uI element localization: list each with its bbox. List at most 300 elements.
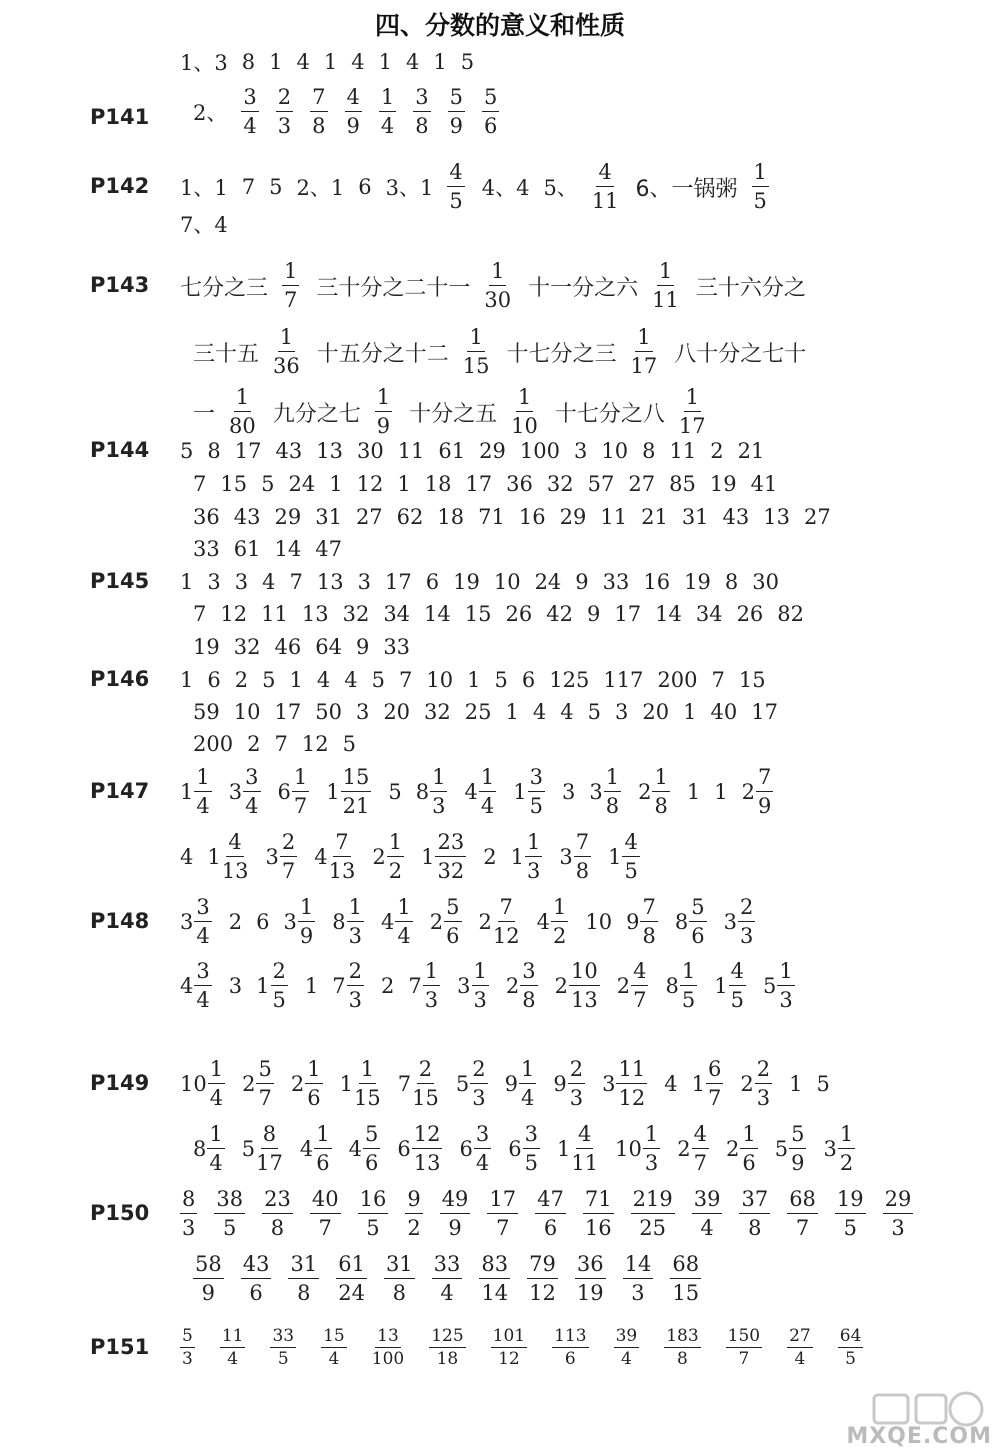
answer-value: 50 bbox=[315, 700, 342, 724]
whole-part: 2 bbox=[677, 1137, 691, 1161]
answer-value: 3 bbox=[615, 700, 629, 724]
fraction bbox=[372, 1328, 404, 1368]
numerator: 150 bbox=[727, 1326, 761, 1346]
answer-value: 5 bbox=[460, 50, 475, 74]
fraction bbox=[493, 897, 520, 947]
fraction-answer bbox=[626, 897, 658, 947]
answer-value: 36 bbox=[193, 505, 220, 529]
numerator: 17 bbox=[487, 1189, 518, 1214]
whole-part: 2 bbox=[372, 845, 386, 869]
fraction-answer bbox=[508, 1124, 540, 1174]
fraction-answer bbox=[262, 1189, 293, 1239]
fraction-answer bbox=[555, 961, 600, 1011]
numerator: 5 bbox=[444, 897, 461, 922]
whole-part: 3 bbox=[559, 845, 573, 869]
whole-part: 4 bbox=[381, 910, 395, 934]
answer-value: 25 bbox=[464, 700, 492, 724]
answer-value: 1 bbox=[289, 668, 303, 692]
answer-value: 29 bbox=[479, 439, 506, 463]
answer-value: 8 bbox=[724, 570, 739, 594]
answer-value: 2 bbox=[381, 974, 395, 998]
fraction-answer bbox=[535, 1189, 566, 1239]
answer-line bbox=[193, 602, 818, 626]
denominator: 8 bbox=[270, 1216, 285, 1240]
numerator: 68 bbox=[670, 1254, 701, 1279]
answer-value: 九分之七 bbox=[272, 401, 361, 427]
answer-value: 1 bbox=[378, 50, 392, 74]
denominator: 3 bbox=[348, 924, 362, 948]
fraction-answer bbox=[670, 1254, 701, 1304]
section-label: P151 bbox=[90, 1335, 150, 1359]
numerator: 33 bbox=[272, 1326, 295, 1346]
answer-value: 30 bbox=[356, 439, 384, 463]
answer-value: 61 bbox=[438, 439, 466, 463]
numerator: 1 bbox=[467, 327, 484, 352]
denominator: 3 bbox=[631, 1281, 645, 1305]
answer-value: 33 bbox=[193, 537, 220, 561]
answer-value: 11 bbox=[261, 602, 288, 626]
answer-value: 17 bbox=[234, 439, 262, 463]
denominator: 17 bbox=[630, 354, 658, 378]
denominator: 8 bbox=[415, 114, 429, 138]
answer-value: 7 bbox=[399, 668, 413, 692]
numerator: 47 bbox=[535, 1189, 566, 1214]
denominator: 5 bbox=[277, 1349, 289, 1369]
denominator: 9 bbox=[346, 114, 360, 138]
fraction-answer bbox=[623, 1254, 654, 1304]
answer-value: 13 bbox=[763, 505, 791, 529]
fraction-answer bbox=[349, 1124, 381, 1174]
fraction-answer bbox=[677, 1124, 709, 1174]
numerator: 1 bbox=[604, 767, 621, 792]
answer-value: 5、 bbox=[543, 176, 578, 200]
whole-part: 3 bbox=[180, 910, 194, 934]
numerator: 29 bbox=[883, 1189, 914, 1214]
fraction bbox=[387, 832, 404, 882]
numerator: 1 bbox=[838, 1124, 855, 1149]
denominator: 11 bbox=[591, 189, 619, 213]
answer-value: 17 bbox=[384, 570, 412, 594]
denominator: 5 bbox=[730, 988, 744, 1012]
answer-value: 3 bbox=[355, 700, 370, 724]
fraction-answer bbox=[513, 767, 545, 817]
whole-part: 9 bbox=[553, 1072, 567, 1096]
whole-part: 2 bbox=[725, 1137, 740, 1161]
numerator: 71 bbox=[583, 1189, 614, 1214]
answer-value: 1 bbox=[686, 780, 701, 804]
answer-value: 19 bbox=[453, 570, 480, 594]
fraction-answer bbox=[447, 162, 464, 212]
fraction bbox=[194, 767, 211, 817]
denominator: 4 bbox=[380, 114, 395, 138]
answer-value: 29 bbox=[274, 505, 302, 529]
fraction-answer bbox=[511, 832, 543, 882]
numerator: 36 bbox=[575, 1254, 606, 1279]
fraction-answer bbox=[527, 1254, 558, 1304]
numerator: 1 bbox=[472, 961, 489, 986]
fraction-answer bbox=[432, 1254, 463, 1304]
numerator: 1 bbox=[278, 327, 295, 352]
fraction-answer bbox=[358, 1189, 389, 1239]
fraction bbox=[525, 832, 542, 882]
whole-part: 1 bbox=[513, 780, 527, 804]
whole-part: 6 bbox=[277, 780, 291, 804]
fraction bbox=[484, 261, 511, 311]
fraction bbox=[726, 1328, 762, 1368]
fraction bbox=[679, 387, 706, 437]
answer-value: 7 bbox=[241, 175, 256, 199]
numerator: 43 bbox=[241, 1254, 272, 1279]
numerator: 2 bbox=[280, 832, 297, 857]
fraction bbox=[314, 1124, 331, 1174]
denominator: 6 bbox=[564, 1349, 576, 1369]
answer-line bbox=[193, 87, 516, 137]
fraction bbox=[680, 961, 697, 1011]
numerator: 37 bbox=[739, 1189, 770, 1214]
denominator: 7 bbox=[496, 1216, 510, 1240]
fraction-answer bbox=[631, 1189, 675, 1239]
fraction-answer bbox=[553, 1059, 585, 1109]
answer-value: 4 bbox=[344, 668, 358, 692]
fraction bbox=[444, 897, 461, 947]
answer-value: 4、4 bbox=[481, 176, 530, 200]
fraction-answer bbox=[291, 1059, 323, 1109]
fraction bbox=[689, 897, 706, 947]
numerator: 1 bbox=[375, 387, 392, 412]
answer-value: 15 bbox=[738, 668, 766, 692]
fraction bbox=[276, 87, 293, 137]
whole-part: 2 bbox=[616, 974, 631, 998]
whole-part: 9 bbox=[504, 1072, 518, 1096]
fraction bbox=[180, 1189, 197, 1239]
denominator: 3 bbox=[891, 1216, 905, 1240]
numerator: 3 bbox=[243, 767, 260, 792]
answer-value: 61 bbox=[233, 537, 261, 561]
numerator: 1 bbox=[777, 961, 794, 986]
answer-value: 12 bbox=[301, 732, 329, 756]
answer-value: 59 bbox=[193, 700, 220, 724]
fraction-answer bbox=[714, 961, 746, 1011]
fraction bbox=[511, 387, 538, 437]
answer-value: 7 bbox=[711, 668, 725, 692]
denominator: 3 bbox=[739, 924, 754, 948]
fraction bbox=[552, 1328, 588, 1368]
answer-value: 三十六分之 bbox=[695, 275, 806, 301]
answer-value: 34 bbox=[383, 602, 411, 626]
answer-value: 21 bbox=[737, 439, 765, 463]
fraction bbox=[379, 87, 396, 137]
numerator: 7 bbox=[640, 897, 657, 922]
numerator: 1 bbox=[680, 961, 697, 986]
denominator: 7 bbox=[707, 1086, 722, 1110]
denominator: 13 bbox=[328, 859, 356, 883]
whole-part: 1 bbox=[714, 974, 728, 998]
whole-part: 3 bbox=[823, 1137, 837, 1161]
numerator: 1 bbox=[430, 767, 447, 792]
numerator: 1 bbox=[298, 897, 315, 922]
denominator: 8 bbox=[522, 988, 536, 1012]
answer-value: 5 bbox=[180, 439, 194, 463]
fraction-answer bbox=[638, 767, 670, 817]
denominator: 36 bbox=[273, 354, 300, 378]
answer-value: 64 bbox=[315, 635, 342, 659]
numerator: 23 bbox=[435, 832, 466, 857]
fraction-answer bbox=[457, 961, 489, 1011]
fraction bbox=[479, 1254, 510, 1304]
fraction bbox=[787, 1189, 818, 1239]
answer-value: 10 bbox=[585, 910, 613, 934]
numerator: 1 bbox=[489, 261, 506, 286]
section-label: P145 bbox=[90, 569, 150, 593]
answer-line bbox=[180, 162, 786, 212]
numerator: 3 bbox=[523, 1124, 540, 1149]
answer-value: 十七分之三 bbox=[506, 341, 617, 367]
answer-value: 1 bbox=[180, 570, 194, 594]
whole-part: 2 bbox=[290, 1072, 305, 1096]
fraction bbox=[222, 832, 249, 882]
answer-value: 7 bbox=[289, 570, 303, 594]
answer-value: 5 bbox=[269, 175, 283, 199]
fraction-answer bbox=[615, 1124, 660, 1174]
fraction-answer bbox=[220, 1328, 246, 1368]
numerator: 5 bbox=[689, 897, 706, 922]
answer-value: 1、3 bbox=[180, 51, 228, 75]
fraction bbox=[220, 1328, 246, 1368]
numerator: 3 bbox=[520, 961, 537, 986]
fraction bbox=[883, 1189, 914, 1239]
fraction-answer bbox=[398, 1059, 439, 1109]
numerator: 101 bbox=[492, 1326, 526, 1346]
answer-value: 1 bbox=[269, 50, 283, 74]
denominator: 5 bbox=[223, 1216, 237, 1240]
answer-value: 3 bbox=[561, 780, 576, 804]
answer-value: 4 bbox=[560, 700, 574, 724]
denominator: 13 bbox=[221, 859, 249, 883]
fraction bbox=[583, 1189, 614, 1239]
fraction bbox=[432, 1254, 463, 1304]
numerator: 3 bbox=[528, 767, 545, 792]
whole-part: 3 bbox=[602, 1072, 616, 1096]
numerator: 15 bbox=[341, 767, 372, 792]
numerator: 1 bbox=[314, 1124, 331, 1149]
denominator: 6 bbox=[691, 924, 705, 948]
watermark-text: MXQE.COM bbox=[846, 1424, 992, 1449]
fraction-answer bbox=[300, 1124, 332, 1174]
denominator: 8 bbox=[312, 114, 326, 138]
denominator: 6 bbox=[307, 1086, 321, 1110]
fraction-answer bbox=[180, 1328, 195, 1368]
answer-value: 一 bbox=[193, 401, 216, 427]
fraction bbox=[229, 387, 256, 437]
fraction-answer bbox=[652, 261, 679, 311]
numerator: 4 bbox=[692, 1124, 709, 1149]
answer-value: 3 bbox=[207, 570, 221, 594]
numerator: 1 bbox=[292, 767, 309, 792]
numerator: 2 bbox=[417, 1059, 434, 1084]
answer-value: 10 bbox=[493, 570, 521, 594]
answer-value: 17 bbox=[751, 700, 778, 724]
denominator: 4 bbox=[475, 1151, 490, 1175]
numerator: 4 bbox=[596, 162, 613, 187]
answer-value: 17 bbox=[614, 602, 642, 626]
denominator: 7 bbox=[693, 1151, 707, 1175]
numerator: 8 bbox=[261, 1124, 278, 1149]
whole-part: 5 bbox=[774, 1137, 789, 1161]
fraction-answer bbox=[602, 1059, 647, 1109]
section-label: P146 bbox=[90, 667, 150, 691]
numerator: 2 bbox=[738, 897, 755, 922]
answer-value: 7、4 bbox=[180, 213, 228, 237]
denominator: 7 bbox=[633, 988, 647, 1012]
answer-value: 6 bbox=[521, 668, 536, 692]
fraction-answer bbox=[740, 1059, 772, 1109]
denominator: 21 bbox=[342, 794, 370, 818]
fraction bbox=[482, 87, 499, 137]
fraction-answer bbox=[214, 1189, 245, 1239]
numerator: 1 bbox=[516, 387, 533, 412]
answer-value: 9 bbox=[355, 635, 370, 659]
fraction-answer bbox=[575, 1254, 606, 1304]
fraction bbox=[347, 961, 364, 1011]
answer-value: 117 bbox=[603, 668, 644, 692]
answer-value: 36 bbox=[506, 472, 533, 496]
numerator: 15 bbox=[323, 1326, 345, 1346]
fraction bbox=[241, 87, 258, 137]
numerator: 1 bbox=[740, 1124, 757, 1149]
denominator: 3 bbox=[569, 1086, 584, 1110]
denominator: 16 bbox=[584, 1216, 612, 1240]
answer-value: 14 bbox=[424, 602, 451, 626]
fraction bbox=[670, 1254, 701, 1304]
answer-line bbox=[193, 700, 792, 724]
section-label: P144 bbox=[90, 438, 150, 462]
fraction-answer bbox=[537, 897, 569, 947]
whole-part: 1 bbox=[326, 780, 340, 804]
numerator: 2 bbox=[568, 1059, 585, 1084]
fraction-answer bbox=[692, 1189, 723, 1239]
fraction bbox=[729, 961, 746, 1011]
fraction-answer bbox=[321, 1328, 347, 1368]
fraction-answer bbox=[336, 1254, 367, 1304]
answer-value: 82 bbox=[777, 602, 805, 626]
denominator: 2 bbox=[407, 1216, 421, 1240]
fraction-answer bbox=[511, 387, 538, 437]
fraction bbox=[208, 1059, 225, 1109]
answer-value: 6、一锅粥 bbox=[635, 176, 738, 202]
denominator: 6 bbox=[364, 1151, 379, 1175]
answer-value: 27 bbox=[355, 505, 383, 529]
answer-value: 20 bbox=[642, 700, 670, 724]
denominator: 6 bbox=[446, 924, 460, 948]
whole-part: 1 bbox=[256, 974, 270, 998]
answer-value: 2 bbox=[234, 668, 249, 692]
fraction-answer bbox=[787, 1189, 818, 1239]
denominator: 7 bbox=[258, 1086, 272, 1110]
answer-value: 6 bbox=[207, 668, 221, 692]
answer-value: 5 bbox=[342, 732, 356, 756]
whole-part: 8 bbox=[193, 1137, 207, 1161]
denominator: 9 bbox=[201, 1281, 216, 1305]
numerator: 2 bbox=[755, 1059, 772, 1084]
fraction bbox=[631, 327, 658, 377]
whole-part: 2 bbox=[242, 1072, 256, 1096]
whole-part: 1 bbox=[339, 1072, 353, 1096]
section-label: P143 bbox=[90, 273, 150, 297]
section-label: P150 bbox=[90, 1201, 150, 1225]
fraction-answer bbox=[180, 767, 212, 817]
fraction bbox=[535, 1189, 566, 1239]
fraction-answer bbox=[614, 1328, 640, 1368]
denominator: 32 bbox=[437, 859, 465, 883]
answer-value: 19 bbox=[193, 635, 220, 659]
fraction bbox=[519, 1059, 536, 1109]
answer-value: 3 bbox=[228, 974, 243, 998]
answer-line bbox=[193, 1124, 872, 1174]
denominator: 7 bbox=[318, 1216, 332, 1240]
denominator: 15 bbox=[672, 1281, 700, 1305]
answer-value: 40 bbox=[710, 700, 738, 724]
denominator: 5 bbox=[529, 794, 543, 818]
numerator: 1 bbox=[347, 897, 364, 922]
numerator: 4 bbox=[622, 832, 639, 857]
whole-part: 1 bbox=[608, 845, 622, 869]
numerator: 39 bbox=[692, 1189, 723, 1214]
numerator: 7 bbox=[498, 897, 515, 922]
answer-value: 100 bbox=[519, 439, 560, 463]
numerator: 2 bbox=[276, 87, 293, 112]
denominator: 100 bbox=[371, 1349, 405, 1369]
fraction bbox=[341, 767, 372, 817]
denominator: 11 bbox=[571, 1151, 599, 1175]
fraction-answer bbox=[592, 162, 619, 212]
fraction-answer bbox=[440, 1189, 471, 1239]
whole-part: 3 bbox=[265, 845, 279, 869]
denominator: 5 bbox=[753, 189, 767, 213]
fraction bbox=[347, 897, 364, 947]
numerator: 5 bbox=[482, 87, 499, 112]
fraction bbox=[207, 1124, 224, 1174]
denominator: 3 bbox=[644, 1151, 659, 1175]
answer-line bbox=[180, 897, 772, 947]
numerator: 7 bbox=[756, 767, 773, 792]
answer-value: 3 bbox=[357, 570, 371, 594]
answer-value: 十五分之十二 bbox=[316, 341, 449, 367]
fraction bbox=[435, 832, 466, 882]
denominator: 9 bbox=[299, 924, 314, 948]
denominator: 5 bbox=[449, 189, 463, 213]
numerator: 10 bbox=[569, 961, 600, 986]
fraction-answer bbox=[180, 897, 212, 947]
answer-value: 34 bbox=[695, 602, 723, 626]
denominator: 12 bbox=[618, 1086, 646, 1110]
fraction bbox=[551, 897, 568, 947]
fraction-answer bbox=[180, 961, 212, 1011]
denominator: 5 bbox=[272, 988, 286, 1012]
answer-value: 18 bbox=[424, 472, 452, 496]
fraction bbox=[271, 961, 288, 1011]
whole-part: 3 bbox=[228, 780, 243, 804]
numerator: 183 bbox=[666, 1326, 699, 1346]
fraction-answer bbox=[479, 1254, 510, 1304]
fraction-answer bbox=[326, 767, 371, 817]
numerator: 4 bbox=[447, 162, 464, 187]
fraction bbox=[692, 1124, 709, 1174]
answer-value: 33 bbox=[602, 570, 630, 594]
answer-value: 16 bbox=[643, 570, 671, 594]
fraction bbox=[604, 767, 621, 817]
fraction-answer bbox=[314, 832, 355, 882]
numerator: 61 bbox=[336, 1254, 367, 1279]
